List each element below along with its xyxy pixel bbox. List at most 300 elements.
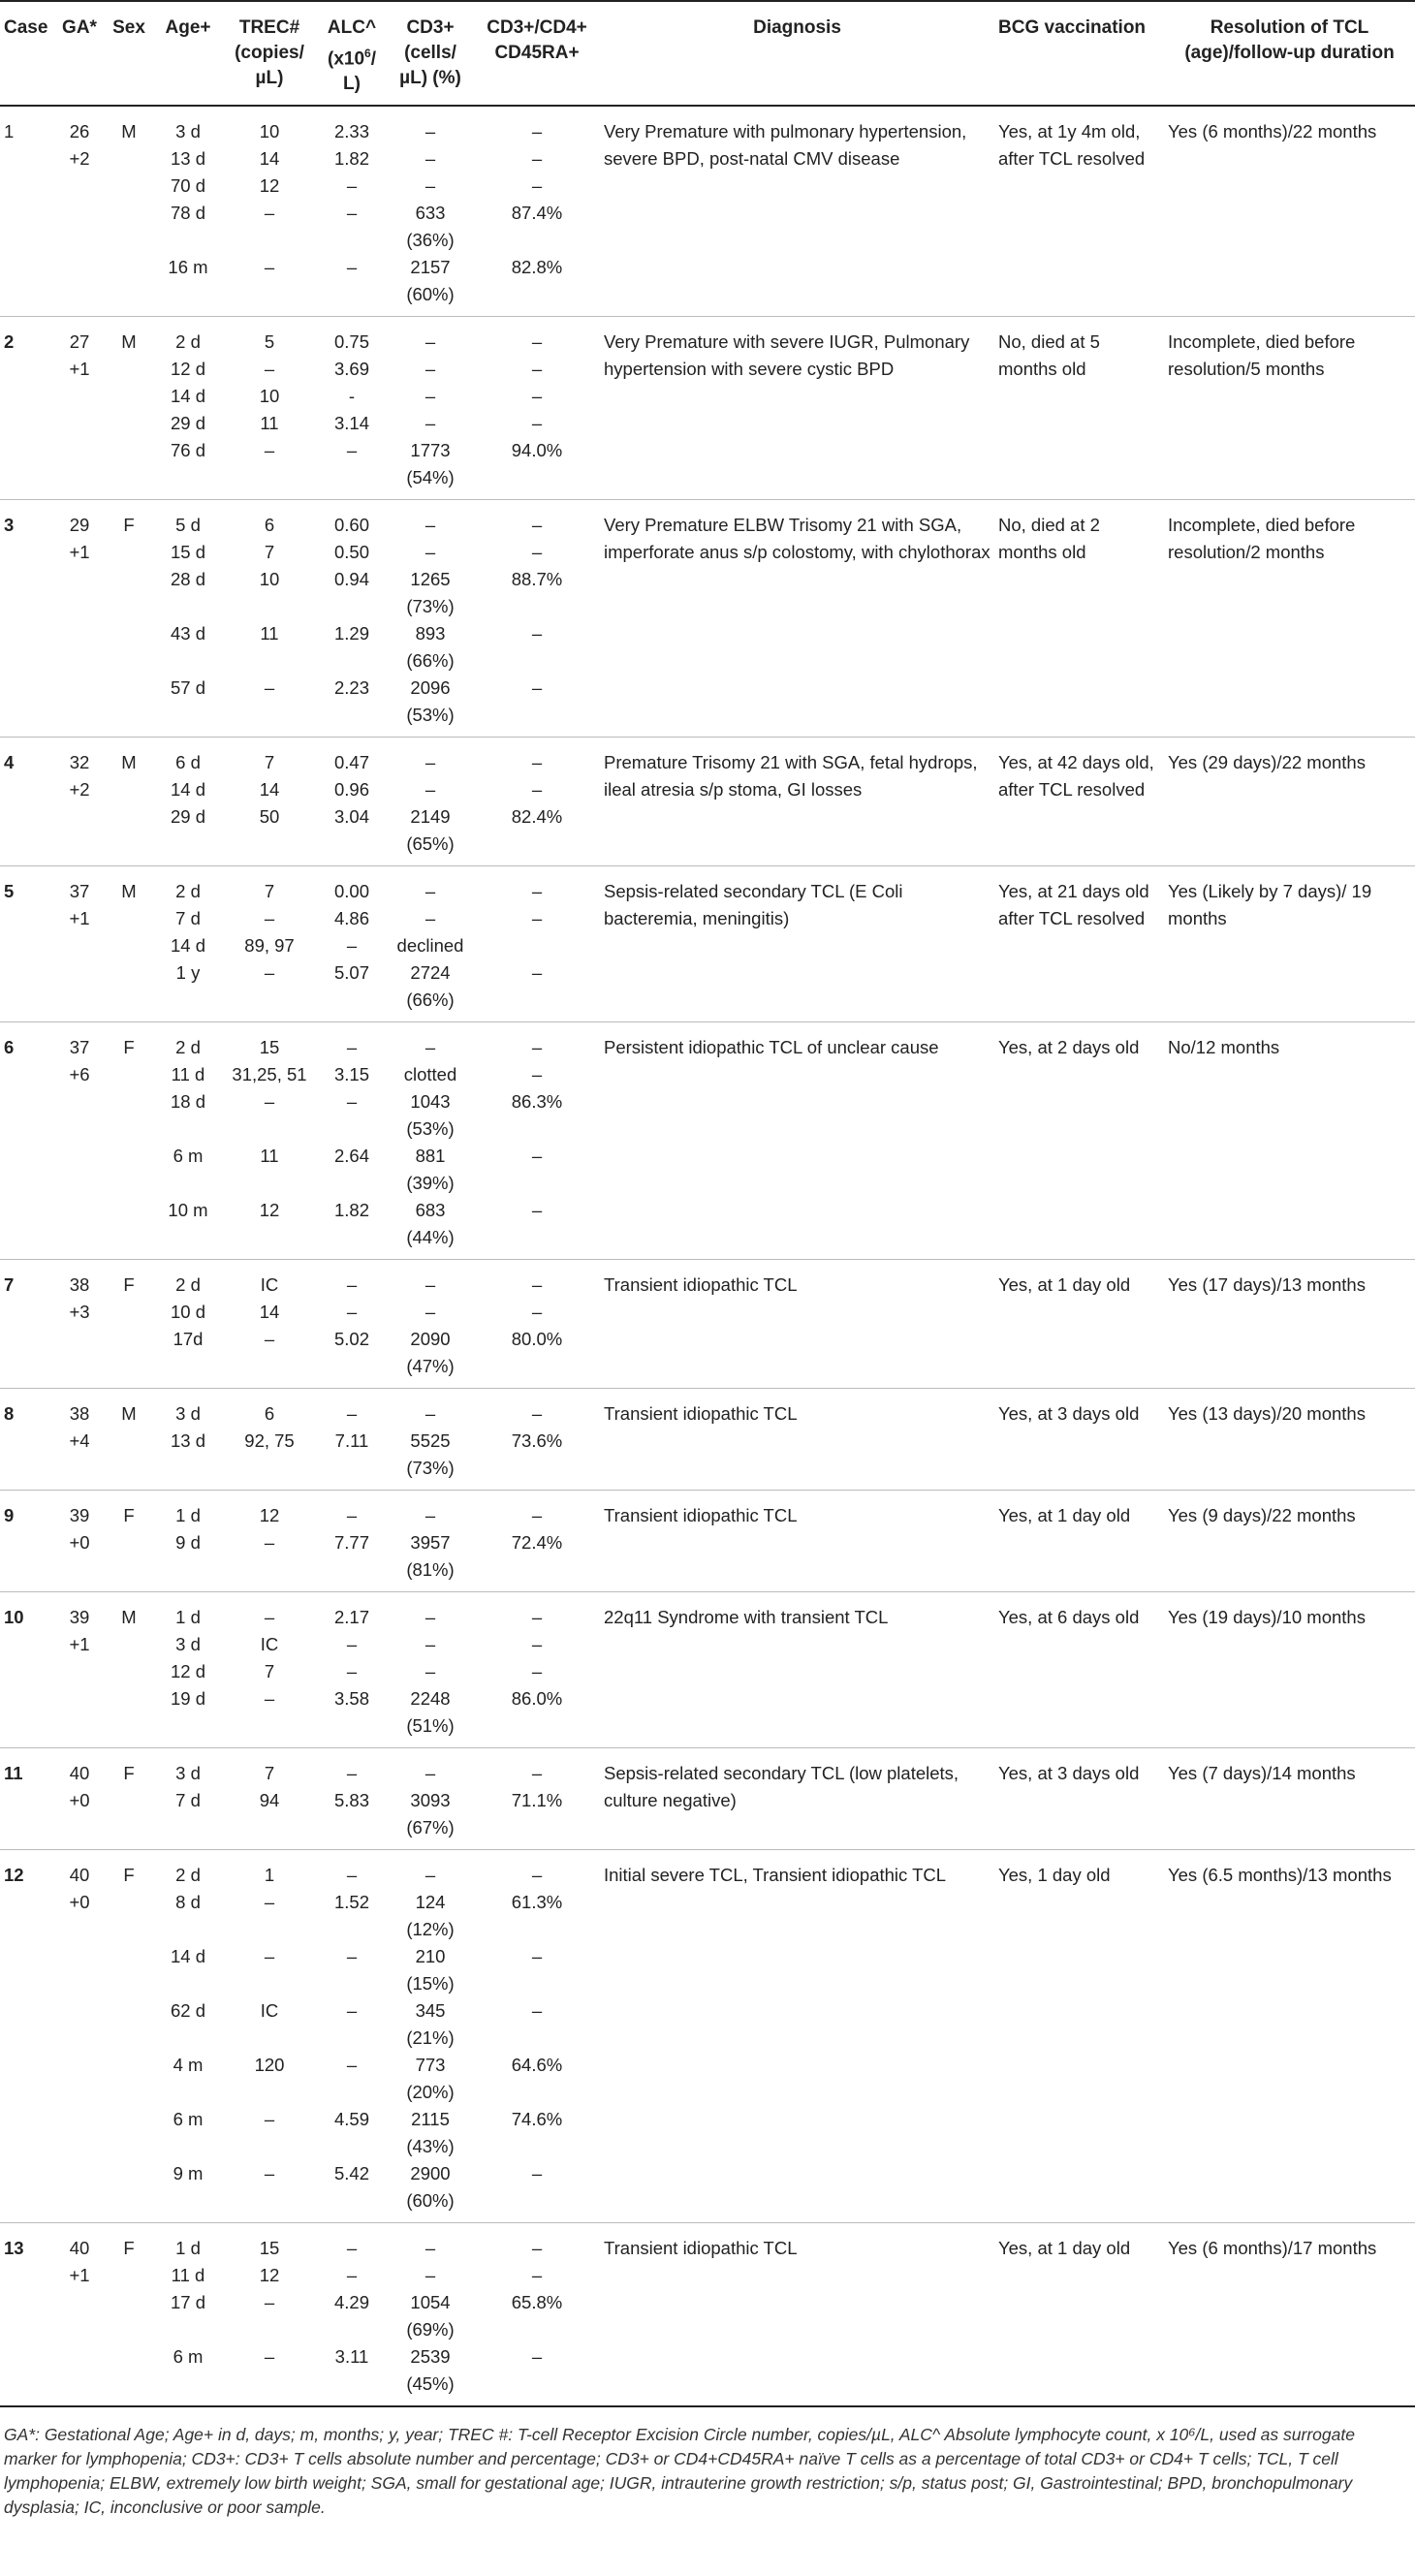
cell-age: 13 d: [170, 1430, 205, 1452]
cell-alc: –: [346, 175, 358, 197]
cell-bcg: Yes, at 3 days old: [998, 1403, 1140, 1425]
cell-trec: –: [264, 1892, 275, 1913]
cell-cd3: 1265 (73%): [406, 569, 455, 617]
cell-alc: 0.75: [333, 331, 369, 353]
cell-cd3: 683 (44%): [406, 1200, 455, 1248]
cell-naive: 72.4%: [511, 1532, 563, 1554]
header-alc-unit: / L): [343, 48, 376, 95]
cell-cd3: –: [424, 908, 436, 929]
cell-naive: [474, 932, 600, 959]
cell-alc: 2.33: [333, 121, 369, 142]
cell-resolution: Yes (Likely by 7 days)/ 19 months: [1168, 881, 1372, 929]
cell-cd3: clotted: [403, 1064, 457, 1085]
cell-resolution: Yes (13 days)/20 months: [1168, 1403, 1366, 1425]
cell-bcg: No, died at 5 months old: [998, 331, 1100, 380]
cell-alc: –: [346, 257, 358, 278]
cell-age: 8 d: [175, 1892, 201, 1913]
cell-cd3: –: [424, 413, 436, 434]
cell-age: 5 d: [175, 515, 201, 536]
cell-cd3: 1054 (69%): [406, 2292, 455, 2340]
cell-trec: –: [264, 908, 275, 929]
cell-age: 6 m: [173, 2109, 204, 2130]
cell-alc: 4.59: [333, 2109, 369, 2130]
cell-naive: –: [531, 1200, 543, 1221]
cell-alc: 3.58: [333, 1688, 369, 1710]
cell-naive: –: [531, 1946, 543, 1967]
cell-trec: 6: [264, 515, 275, 536]
cell-cd3: –: [424, 148, 436, 170]
cell-age: 9 m: [173, 2163, 204, 2184]
cell-naive: –: [531, 881, 543, 902]
header-alc-text: ALC^ (x10: [327, 17, 377, 70]
cell-naive: –: [531, 1302, 543, 1323]
cell-alc: -: [348, 386, 356, 407]
cell-alc: –: [346, 1302, 358, 1323]
cell-cd3: –: [424, 359, 436, 380]
cell-age: 2 d: [175, 881, 201, 902]
cell-case: 6: [4, 1037, 15, 1058]
cell-cd3: declined: [396, 935, 464, 957]
cell-naive: 94.0%: [511, 440, 563, 461]
cell-diagnosis: Very Premature with pulmonary hypertension, severe BPD, post-natal CMV disease: [604, 121, 967, 170]
cell-age: 6 m: [173, 2346, 204, 2368]
cell-cd3: –: [424, 175, 436, 197]
cell-alc: –: [346, 1865, 358, 1886]
table-row: [0, 106, 1415, 145]
cell-resolution: Incomplete, died before resolution/2 months: [1168, 515, 1356, 563]
cell-cd3: –: [424, 2238, 436, 2259]
header-sex: Sex: [112, 17, 145, 38]
cell-trec: 7: [264, 752, 275, 773]
cell-cd3: 2900 (60%): [406, 2163, 455, 2212]
cell-sex: F: [123, 1037, 135, 1058]
case-group: [0, 500, 1415, 738]
cell-alc: –: [346, 1037, 358, 1058]
cell-bcg: Yes, at 1 day old: [998, 2238, 1131, 2259]
cell-naive: –: [531, 1865, 543, 1886]
cell-alc: –: [346, 203, 358, 224]
cell-age: 1 d: [175, 1607, 201, 1628]
cell-alc: 2.64: [333, 1146, 369, 1167]
cell-naive: –: [531, 1064, 543, 1085]
cell-ga: 27 +1: [69, 331, 90, 380]
cell-naive: –: [531, 359, 543, 380]
cell-naive: 61.3%: [511, 1892, 563, 1913]
cell-age: 17d: [173, 1329, 204, 1350]
cell-alc: 0.96: [333, 779, 369, 801]
cell-trec: –: [264, 2109, 275, 2130]
cell-resolution: Yes (6.5 months)/13 months: [1168, 1865, 1392, 1886]
cell-diagnosis: Transient idiopathic TCL: [604, 1274, 798, 1296]
cell-sex: F: [123, 2238, 135, 2259]
cell-case: 13: [4, 2238, 24, 2259]
cell-naive: 80.0%: [511, 1329, 563, 1350]
cell-naive: 71.1%: [511, 1790, 563, 1811]
cell-age: 12 d: [170, 1661, 205, 1682]
cell-age: 2 d: [175, 1037, 201, 1058]
cell-trec: 94: [259, 1790, 280, 1811]
cell-trec: –: [264, 1532, 275, 1554]
cell-cd3: 893 (66%): [406, 623, 455, 672]
cell-cd3: –: [424, 1607, 436, 1628]
cell-sex: F: [123, 515, 135, 536]
case-group: [0, 866, 1415, 1022]
cell-alc: 7.11: [334, 1430, 369, 1452]
cell-cd3: 1773 (54%): [406, 440, 455, 488]
cell-case: 8: [4, 1403, 15, 1425]
cell-bcg: Yes, at 42 days old, after TCL resolved: [998, 752, 1154, 801]
cell-age: 3 d: [175, 1634, 201, 1655]
cell-age: 10 m: [168, 1200, 208, 1221]
cell-naive: –: [531, 1403, 543, 1425]
case-group: [0, 317, 1415, 500]
cell-trec: 10: [259, 569, 280, 590]
cell-age: 78 d: [170, 203, 205, 224]
cell-resolution: Yes (7 days)/14 months: [1168, 1763, 1356, 1784]
cell-age: 17 d: [170, 2292, 205, 2313]
cell-resolution: Yes (19 days)/10 months: [1168, 1607, 1366, 1628]
table-row: [0, 866, 1415, 906]
cell-cd3: 2115 (43%): [406, 2109, 455, 2157]
cell-cd3: –: [424, 1302, 436, 1323]
cell-case: 2: [4, 331, 15, 353]
cell-cd3: 2096 (53%): [406, 677, 455, 726]
cell-age: 3 d: [175, 121, 201, 142]
cell-bcg: Yes, at 1 day old: [998, 1505, 1131, 1526]
case-group: [0, 106, 1415, 317]
cell-cd3: 124 (12%): [406, 1892, 455, 1940]
cell-cd3: 773 (20%): [406, 2055, 455, 2103]
cell-alc: 1.52: [333, 1892, 369, 1913]
cell-trec: –: [264, 2292, 275, 2313]
cell-ga: 40 +0: [69, 1865, 90, 1913]
cell-bcg: Yes, at 6 days old: [998, 1607, 1140, 1628]
cell-naive: –: [531, 2163, 543, 2184]
cell-naive: –: [531, 2346, 543, 2368]
cell-alc: –: [346, 935, 358, 957]
cell-trec: IC: [260, 1274, 279, 1296]
cell-naive: 86.3%: [511, 1091, 563, 1113]
case-group: [0, 1748, 1415, 1850]
cell-trec: –: [264, 440, 275, 461]
cell-alc: –: [346, 1091, 358, 1113]
cell-sex: M: [121, 1607, 137, 1628]
cell-trec: 50: [259, 806, 280, 828]
cell-cd3: 5525 (73%): [406, 1430, 455, 1479]
cell-sex: F: [123, 1763, 135, 1784]
cell-ga: 26 +2: [69, 121, 90, 170]
cell-alc: –: [346, 440, 358, 461]
cell-trec: –: [264, 1688, 275, 1710]
cell-cd3: 345 (21%): [406, 2000, 455, 2049]
cell-cd3: –: [424, 331, 436, 353]
cell-alc: 1.82: [333, 148, 369, 170]
cell-trec: IC: [260, 2000, 279, 2022]
cell-diagnosis: Transient idiopathic TCL: [604, 1505, 798, 1526]
cell-ga: 38 +4: [69, 1403, 90, 1452]
cell-age: 14 d: [170, 779, 205, 801]
cell-alc: –: [346, 1274, 358, 1296]
cell-resolution: Yes (6 months)/22 months: [1168, 121, 1377, 142]
cell-trec: –: [264, 677, 275, 699]
header-age: Age+: [165, 17, 211, 38]
cell-alc: 0.47: [333, 752, 369, 773]
cell-cd3: –: [424, 881, 436, 902]
cell-age: 15 d: [170, 542, 205, 563]
cell-alc: 1.82: [333, 1200, 369, 1221]
cell-alc: 3.11: [334, 2346, 369, 2368]
cell-diagnosis: 22q11 Syndrome with transient TCL: [604, 1607, 889, 1628]
cell-trec: 7: [264, 542, 275, 563]
cell-trec: 11: [260, 413, 279, 434]
table-row: [0, 738, 1415, 777]
cell-alc: 0.00: [333, 881, 369, 902]
cell-naive: –: [531, 1763, 543, 1784]
cell-alc: 2.17: [333, 1607, 369, 1628]
cell-trec: 14: [259, 779, 280, 801]
cell-naive: –: [531, 2265, 543, 2286]
cell-ga: 40 +1: [69, 2238, 90, 2286]
cell-age: 2 d: [175, 1865, 201, 1886]
table-row: [0, 1389, 1415, 1429]
cell-naive: –: [531, 1037, 543, 1058]
cell-resolution: Yes (17 days)/13 months: [1168, 1274, 1366, 1296]
cell-age: 1 y: [175, 962, 201, 984]
table-row: [0, 1850, 1415, 1890]
cell-cd3: 2090 (47%): [406, 1329, 455, 1377]
cell-bcg: Yes, at 1 day old: [998, 1274, 1131, 1296]
cell-age: 16 m: [168, 257, 208, 278]
cell-trec: 15: [259, 1037, 280, 1058]
case-group: [0, 1592, 1415, 1748]
cell-alc: –: [346, 1661, 358, 1682]
cell-trec: 5: [264, 331, 275, 353]
header-row: [0, 1, 1415, 106]
cell-alc: –: [346, 1505, 358, 1526]
cell-alc: 5.42: [333, 2163, 369, 2184]
cell-trec: 89, 97: [244, 935, 295, 957]
case-group: [0, 1491, 1415, 1592]
cell-sex: M: [121, 121, 137, 142]
cell-ga: 39 +1: [69, 1607, 90, 1655]
table-row: [0, 1491, 1415, 1530]
cell-age: 14 d: [170, 1946, 205, 1967]
cell-naive: –: [531, 413, 543, 434]
cell-trec: 120: [254, 2055, 285, 2076]
cell-diagnosis: Persistent idiopathic TCL of unclear cause: [604, 1037, 939, 1058]
cell-bcg: Yes, 1 day old: [998, 1865, 1111, 1886]
cell-trec: –: [264, 2163, 275, 2184]
cell-cd3: 2157 (60%): [406, 257, 455, 305]
cell-cd3: –: [424, 2265, 436, 2286]
cell-ga: 37 +1: [69, 881, 90, 929]
cell-age: 28 d: [170, 569, 205, 590]
case-group: [0, 2223, 1415, 2407]
cell-alc: –: [346, 1763, 358, 1784]
cell-bcg: No, died at 2 months old: [998, 515, 1100, 563]
cell-case: 7: [4, 1274, 15, 1296]
cell-trec: 6: [264, 1403, 275, 1425]
cell-alc: 4.29: [333, 2292, 369, 2313]
cell-case: 4: [4, 752, 15, 773]
header-case: Case: [4, 17, 48, 38]
table-row: [0, 2223, 1415, 2263]
cell-trec: 12: [259, 1505, 280, 1526]
cell-case: 9: [4, 1505, 15, 1526]
cell-diagnosis: Very Premature with severe IUGR, Pulmonary hypertension with severe cystic BPD: [604, 331, 970, 380]
cell-sex: F: [123, 1865, 135, 1886]
cell-bcg: Yes, at 3 days old: [998, 1763, 1140, 1784]
cell-case: 10: [4, 1607, 24, 1628]
cell-naive: 65.8%: [511, 2292, 563, 2313]
cell-age: 62 d: [170, 2000, 205, 2022]
cell-cd3: –: [424, 515, 436, 536]
cell-alc: 5.83: [333, 1790, 369, 1811]
cell-naive: –: [531, 515, 543, 536]
cell-trec: 14: [259, 148, 280, 170]
case-group: [0, 1850, 1415, 2223]
cell-cd3: –: [424, 1274, 436, 1296]
cell-cd3: 3957 (81%): [406, 1532, 455, 1581]
cell-trec: 7: [264, 1661, 275, 1682]
header-bcg: BCG vaccination: [998, 17, 1147, 38]
table-row: [0, 317, 1415, 357]
cell-cd3: –: [424, 1661, 436, 1682]
cell-alc: 4.86: [333, 908, 369, 929]
cell-age: 13 d: [170, 148, 205, 170]
cell-alc: 5.07: [333, 962, 369, 984]
cell-naive: –: [531, 908, 543, 929]
cell-naive: –: [531, 1146, 543, 1167]
cell-alc: 5.02: [333, 1329, 369, 1350]
cell-cd3: –: [424, 386, 436, 407]
cell-trec: 31,25, 51: [232, 1064, 307, 1085]
cell-naive: –: [531, 623, 543, 644]
cell-naive: 87.4%: [511, 203, 563, 224]
cell-age: 29 d: [170, 413, 205, 434]
header-alc: [317, 1, 387, 106]
cell-cd3: 3093 (67%): [406, 1790, 455, 1838]
cell-diagnosis: Initial severe TCL, Transient idiopathic TCL: [604, 1865, 947, 1886]
cell-sex: M: [121, 1403, 137, 1425]
cell-trec: –: [264, 1607, 275, 1628]
cell-bcg: Yes, at 1y 4m old, after TCL resolved: [998, 121, 1146, 170]
cell-cd3: –: [424, 1037, 436, 1058]
cell-naive: 86.0%: [511, 1688, 563, 1710]
case-group: [0, 738, 1415, 866]
cell-resolution: Incomplete, died before resolution/5 months: [1168, 331, 1356, 380]
cell-cd3: –: [424, 1763, 436, 1784]
cell-alc: –: [346, 1634, 358, 1655]
cell-ga: 38 +3: [69, 1274, 90, 1323]
cell-diagnosis: Very Premature ELBW Trisomy 21 with SGA, imperforate anus s/p colostomy, with chylothorax: [604, 515, 990, 563]
cell-trec: –: [264, 257, 275, 278]
cell-cd3: –: [424, 1634, 436, 1655]
cell-cd3: –: [424, 1505, 436, 1526]
cell-sex: M: [121, 331, 137, 353]
cell-alc: 7.77: [333, 1532, 369, 1554]
cell-naive: –: [531, 175, 543, 197]
table-row: [0, 1592, 1415, 1632]
cell-trec: –: [264, 2346, 275, 2368]
cell-naive: –: [531, 962, 543, 984]
cell-age: 3 d: [175, 1763, 201, 1784]
cell-age: 19 d: [170, 1688, 205, 1710]
cell-age: 11 d: [171, 2265, 205, 2286]
cell-cd3: 2248 (51%): [406, 1688, 455, 1737]
cell-cd3: 2149 (65%): [406, 806, 455, 855]
cell-sex: M: [121, 752, 137, 773]
table-row: [0, 1260, 1415, 1300]
cell-naive: –: [531, 2000, 543, 2022]
cell-case: 1: [4, 121, 15, 142]
cell-alc: 0.50: [333, 542, 369, 563]
cell-resolution: Yes (29 days)/22 months: [1168, 752, 1366, 773]
table-row: [0, 1748, 1415, 1788]
cell-alc: –: [346, 2055, 358, 2076]
cell-trec: –: [264, 1946, 275, 1967]
cell-trec: –: [264, 203, 275, 224]
cell-naive: –: [531, 542, 543, 563]
cell-naive: –: [531, 331, 543, 353]
cell-trec: 1: [264, 1865, 275, 1886]
cell-naive: –: [531, 1634, 543, 1655]
cell-alc: 1.29: [333, 623, 369, 644]
cell-age: 7 d: [175, 908, 201, 929]
cell-naive: –: [531, 148, 543, 170]
cell-naive: –: [531, 1274, 543, 1296]
header-ga: GA*: [62, 17, 97, 38]
cell-bcg: Yes, at 2 days old: [998, 1037, 1140, 1058]
cell-sex: M: [121, 881, 137, 902]
cell-age: 2 d: [175, 331, 201, 353]
header-diagnosis: Diagnosis: [753, 17, 841, 38]
cell-alc: 3.14: [333, 413, 369, 434]
table-footnote: GA*: Gestational Age; Age+ in d, days; m, months; y, year; TREC #: T-cell Receptor Excision Circle number, copies/µL, ALC^ Absolute lymphocyte count, x 10⁶/L, used as surrogate marker for lymphopenia; CD3+: CD3+ T cells absolute number and percentage; CD3+ or CD4+CD45RA+ naïve T cells as a percentage of total CD3+ or CD4+ T cells; TCL, T cell lymphopenia; ELBW, extremely low birth weight; SGA, small for gestational age; IUGR, intrauterine growth restriction; s/p, status post; GI, Gastrointestinal; BPD, bronchopulmonary dysplasia; IC, inconclusive or poor sample.: [4, 2425, 1355, 2518]
cell-alc: –: [346, 2265, 358, 2286]
cell-age: 6 m: [173, 1146, 204, 1167]
header-naive: CD3+/CD4+ CD45RA+: [487, 17, 587, 63]
cell-alc: –: [346, 1946, 358, 1967]
cell-cd3: 1043 (53%): [406, 1091, 455, 1140]
cell-naive: –: [531, 2238, 543, 2259]
cell-cd3: 2539 (45%): [406, 2346, 455, 2395]
table-row: [0, 500, 1415, 540]
cell-naive: 73.6%: [511, 1430, 563, 1452]
cell-age: 76 d: [170, 440, 205, 461]
cell-age: 18 d: [170, 1091, 205, 1113]
case-group: [0, 1260, 1415, 1389]
cell-alc: 3.69: [333, 359, 369, 380]
cell-age: 29 d: [170, 806, 205, 828]
cell-resolution: No/12 months: [1168, 1037, 1280, 1058]
cell-alc: 0.94: [333, 569, 369, 590]
cell-trec: –: [264, 1091, 275, 1113]
cell-naive: 64.6%: [511, 2055, 563, 2076]
cell-age: 12 d: [170, 359, 205, 380]
cell-age: 2 d: [175, 1274, 201, 1296]
cell-age: 70 d: [170, 175, 205, 197]
header-cd3: CD3+ (cells/µL) (%): [399, 17, 461, 88]
cell-cd3: 633 (36%): [406, 203, 455, 251]
cell-age: 7 d: [175, 1790, 201, 1811]
header-alc-exponent: 6: [364, 47, 371, 60]
cell-alc: –: [346, 2000, 358, 2022]
cell-naive: –: [531, 1607, 543, 1628]
cell-naive: –: [531, 677, 543, 699]
cell-diagnosis: Premature Trisomy 21 with SGA, fetal hydrops, ileal atresia s/p stoma, GI losses: [604, 752, 978, 801]
cell-cd3: –: [424, 121, 436, 142]
